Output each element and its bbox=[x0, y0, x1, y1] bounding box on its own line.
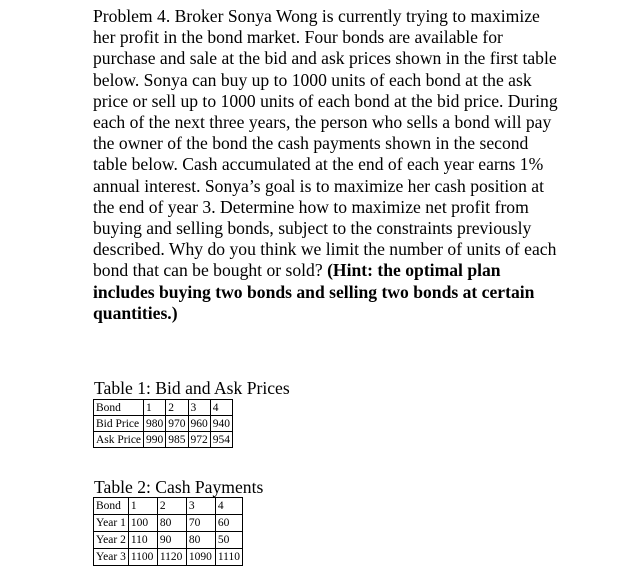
table-row bbox=[94, 432, 233, 448]
table-row bbox=[94, 416, 233, 432]
table-cell: 970 bbox=[166, 416, 188, 432]
table-cell: Bid Price bbox=[94, 416, 144, 432]
table-cell: 90 bbox=[157, 532, 186, 549]
table-row bbox=[94, 532, 243, 549]
table-cell: 80 bbox=[157, 515, 186, 532]
table2-title: Table 2: Cash Payments bbox=[94, 477, 264, 497]
table-cell: 50 bbox=[215, 532, 242, 549]
table-row bbox=[94, 498, 243, 515]
table-cell: 100 bbox=[128, 515, 157, 532]
problem-statement bbox=[93, 6, 563, 324]
table-cell: 110 bbox=[128, 532, 157, 549]
table-cell: 1 bbox=[144, 400, 166, 416]
table-cell: 70 bbox=[186, 515, 215, 532]
table1-title: Table 1: Bid and Ask Prices bbox=[94, 378, 290, 398]
table-cell: 1 bbox=[128, 498, 157, 515]
table-cell: 990 bbox=[144, 432, 166, 448]
table-cell: 4 bbox=[210, 400, 232, 416]
problem-text: Problem 4. Broker Sonya Wong is currently trying to maximize her profit in the bond market. Four bonds are available for purchase and sale at the bid and ask prices shown in the first table below. Sonya can buy up to 1000 units of each bond at the ask price or sell up to 1000 units of each bond at the bid price. During each of the next three years, the person who sells a bond will pay the owner of the bond the cash payments shown in the second table below. Cash accumulated at the end of each year earns 1% annual interest. Sonya’s goal is to maximize her cash position at the end of year 3. Determine how to maximize net profit from buying and selling bonds, subject to the constraints previously described. Why do you think we limit the number of units of each bond that can be bought or sold? bbox=[93, 6, 558, 281]
table-cell: 972 bbox=[188, 432, 210, 448]
table-cell: 3 bbox=[188, 400, 210, 416]
table-cell: 1100 bbox=[128, 549, 157, 566]
table-row bbox=[94, 515, 243, 532]
table-cell: 60 bbox=[215, 515, 242, 532]
table-cell: 954 bbox=[210, 432, 232, 448]
table-cell: Bond bbox=[94, 498, 129, 515]
bid-ask-prices-table bbox=[93, 399, 233, 448]
table-cell: 4 bbox=[215, 498, 242, 515]
table-cell: 1090 bbox=[186, 549, 215, 566]
table-cell: 940 bbox=[210, 416, 232, 432]
table-cell: 80 bbox=[186, 532, 215, 549]
table-row bbox=[94, 400, 233, 416]
table-cell: 1110 bbox=[215, 549, 242, 566]
cash-payments-table bbox=[93, 497, 243, 566]
table-cell: 2 bbox=[157, 498, 186, 515]
table-cell: 985 bbox=[166, 432, 188, 448]
table-cell: Bond bbox=[94, 400, 144, 416]
table-cell: Year 2 bbox=[94, 532, 129, 549]
table-cell: 980 bbox=[144, 416, 166, 432]
table-cell: 2 bbox=[166, 400, 188, 416]
table-cell: 960 bbox=[188, 416, 210, 432]
table-cell: Year 1 bbox=[94, 515, 129, 532]
table-cell: 1120 bbox=[157, 549, 186, 566]
table-cell: Ask Price bbox=[94, 432, 144, 448]
table-row bbox=[94, 549, 243, 566]
table-cell: Year 3 bbox=[94, 549, 129, 566]
problem-hint: (Hint: the optimal plan includes buying two bonds and selling two bonds at certain quantities.) bbox=[93, 260, 535, 323]
table-cell: 3 bbox=[186, 498, 215, 515]
